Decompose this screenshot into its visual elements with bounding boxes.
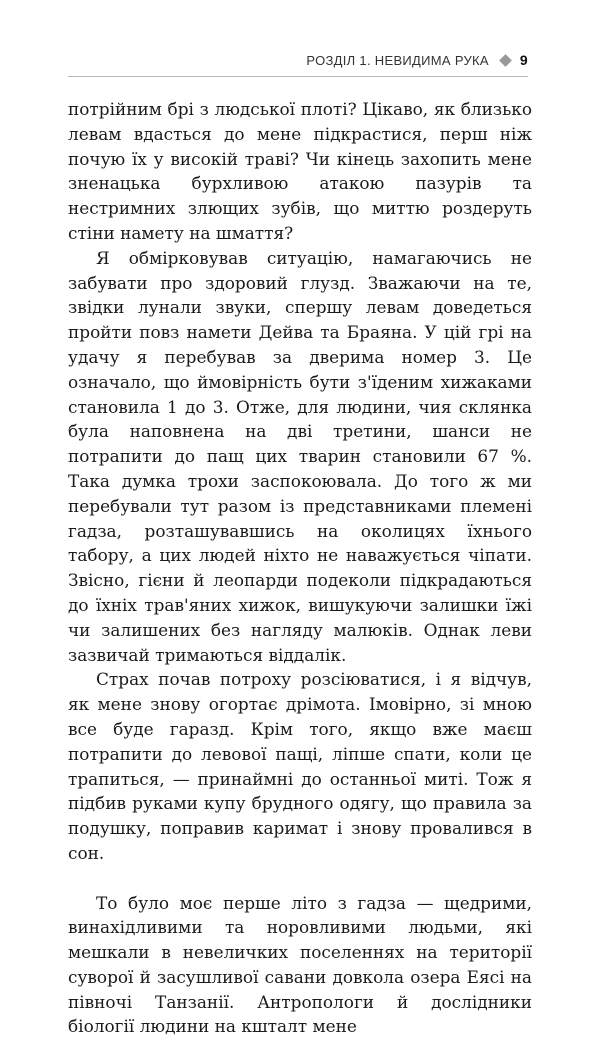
paragraph: Страх почав потроху розсіюватися, і я відчув, як мене знову огортає дрімота. Імовірно, зі мною все буде гаразд. Крім того, якщо вже маєш потрапити до левової пащі, ліпше спати, коли це трапиться, — принаймні до останньої миті. Тож я підбив руками купу брудного одягу, що правила за подушку, поправив каримат і знову провалився в сон.: [68, 667, 532, 865]
diamond-ornament-icon: [499, 54, 512, 67]
paragraph-continued: потрійним брі з людської плоті? Цікаво, як близько левам вдасться до мене підкрастися, перш ніж почую їх у високій траві? Чи кінець захопить мене зненацька бурхливою атакою пазурів та нестримних злющих зубів, що миттю роздеруть стіни намету на шмаття?: [68, 97, 532, 246]
body-text: [68, 97, 532, 1039]
chapter-title: РОЗДІЛ 1. НЕВИДИМА РУКА: [306, 53, 488, 68]
paragraph-section-start: То було моє перше літо з гадза — щедрими, винахідливими та норовливими людьми, які мешкали в невеличких поселеннях на території суворої й засушливої савани довкола озера Еясі на півночі Танзанії. Антропологи й дослідники біології людини на кшталт мене: [68, 891, 532, 1039]
running-header: [306, 52, 528, 68]
page-number: 9: [520, 52, 528, 68]
paragraph: Я обмірковував ситуацію, намагаючись не забувати про здоровий глузд. Зважаючи на те, звідки лунали звуки, спершу левам доведеться пройти повз намети Дейва та Браяна. У цій грі на удачу я перебував за дверима номер 3. Це означало, що ймовірність бути з'їденим хижаками становила 1 до 3. Отже, для людини, чия склянка була наповнена на дві третини, шанси не потрапити до пащ цих тварин становили 67 %. Така думка трохи заспокоювала. До того ж ми перебували тут разом із представниками племені гадза, розташувавшись на околицях їхнього табору, а цих людей ніхто не наважується чіпати. Звісно, гієни й леопарди подеколи підкрадаються до їхніх трав'яних хижок, вишукуючи залишки їжі чи залишених без нагляду малюків. Однак леви зазвичай тримаються віддалік.: [68, 246, 532, 668]
header-divider: [68, 76, 528, 77]
